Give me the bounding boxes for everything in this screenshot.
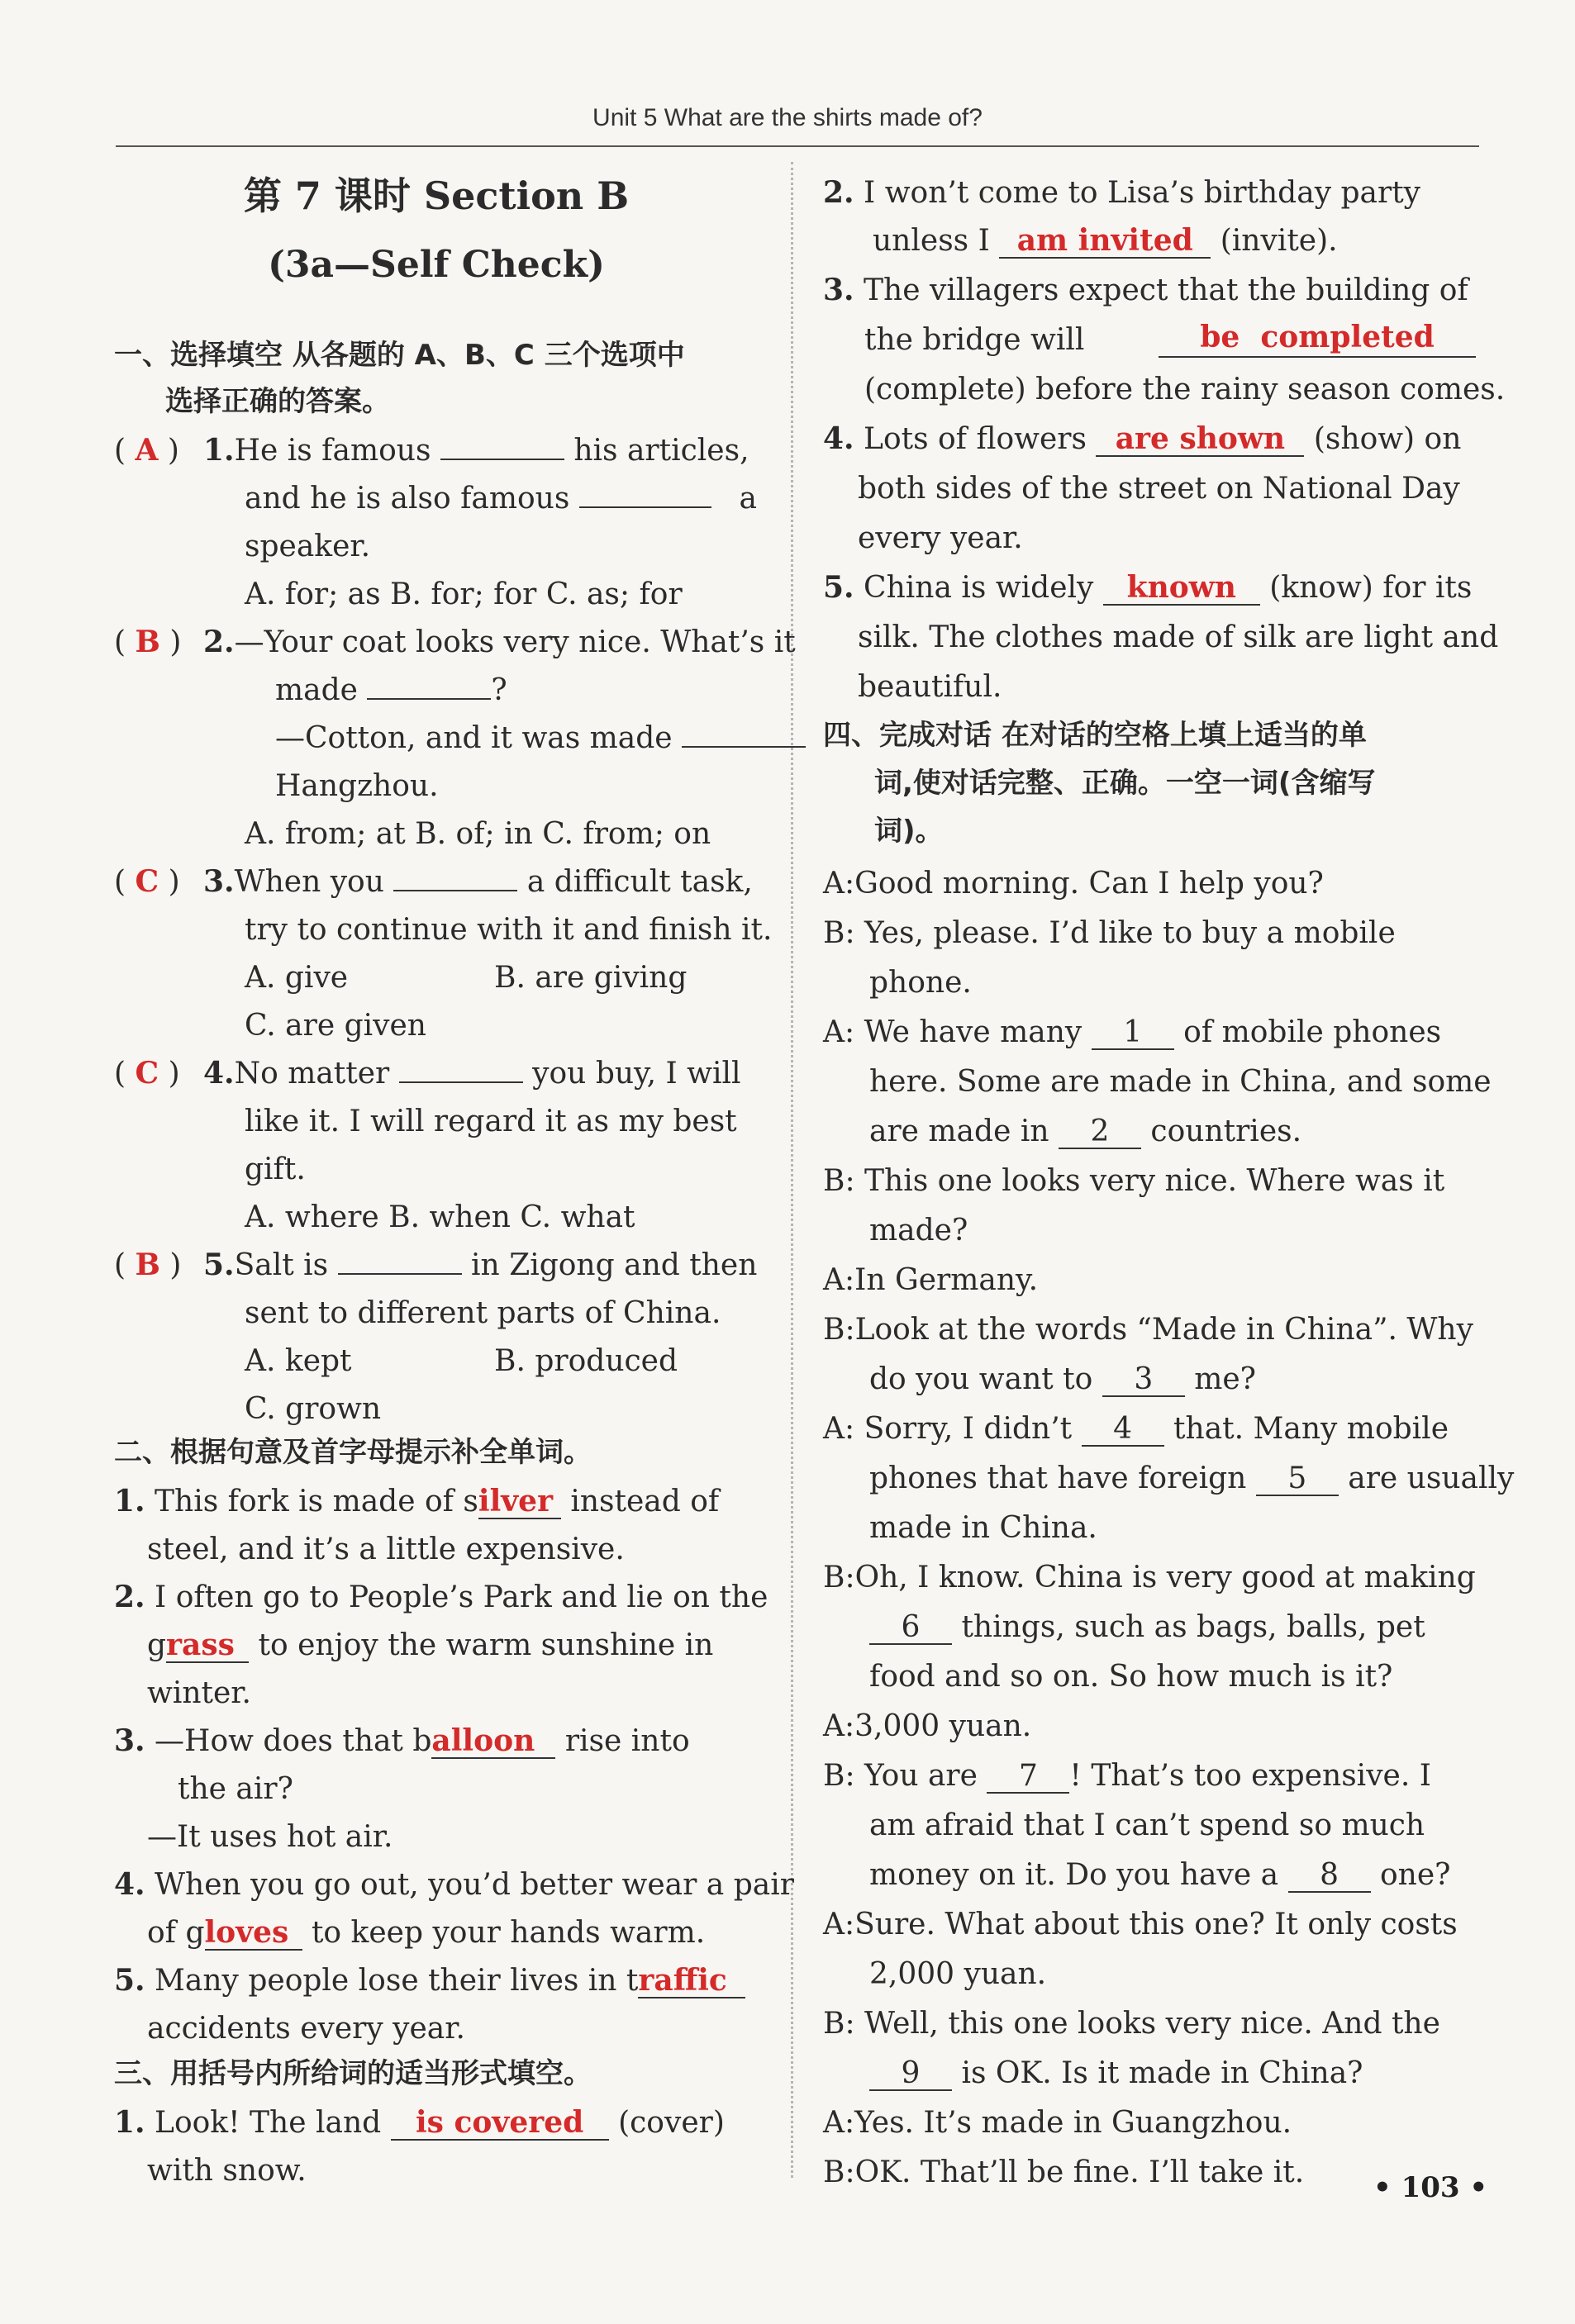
dialogue-blank[interactable]: 4 — [1082, 1414, 1164, 1447]
option-b: B. are giving — [494, 961, 688, 995]
question-number: 1. — [203, 433, 235, 468]
question-number: 5. — [203, 1248, 235, 1282]
word-item-3 — [114, 1723, 690, 1759]
dialogue-text: that. Many mobile — [1173, 1412, 1449, 1446]
dialogue-blank[interactable]: 1 — [1092, 1017, 1174, 1050]
form-item-3 — [823, 273, 1468, 308]
dialogue-blank[interactable]: 7 — [987, 1761, 1069, 1794]
word-item-4-line — [147, 1915, 705, 1951]
part1-title: 一、选择填空 从各题的 A、B、C 三个选项中 — [114, 339, 685, 372]
item-text: China is widely — [864, 571, 1094, 605]
dialogue-line — [869, 2055, 1363, 2091]
item-text: rise into — [564, 1724, 690, 1758]
dialogue-text: A: Sorry, I didn’t — [823, 1412, 1073, 1446]
options: A. from; at B. of; in C. from; on — [245, 817, 711, 851]
dialogue-text: do you want to — [869, 1362, 1093, 1396]
dialogue-blank[interactable]: 8 — [1288, 1860, 1371, 1893]
question-text: try to continue with it and finish it. — [245, 913, 773, 947]
item-text: every year. — [858, 521, 1023, 555]
item-number: 4. — [823, 421, 854, 456]
dialogue-line — [869, 1461, 1514, 1496]
word-item-4 — [114, 1867, 794, 1903]
question-number: 2. — [203, 625, 235, 659]
dialogue-line: 2,000 yuan. — [869, 1957, 1047, 1991]
dialogue-line — [869, 1362, 1256, 1397]
word-item-1 — [114, 1484, 719, 1519]
question-1-line — [245, 481, 757, 516]
dialogue-text: is OK. Is it made in China? — [961, 2056, 1363, 2090]
item-text: (complete) before the rainy season comes. — [864, 373, 1506, 406]
question-text: —Your coat looks very nice. What’s it — [234, 625, 796, 659]
item-text: beautiful. — [858, 670, 1002, 704]
option-b: B. produced — [494, 1344, 678, 1378]
item-number: 3. — [114, 1723, 145, 1758]
form-item-2 — [823, 175, 1420, 211]
dialogue-line: B: Yes, please. I’d like to buy a mobile — [823, 916, 1396, 950]
item-text: of g — [147, 1916, 205, 1950]
question-number: 4. — [203, 1056, 235, 1091]
question-2-line — [275, 672, 507, 708]
dialogue-line: made? — [869, 1214, 968, 1248]
item-number: 2. — [823, 175, 854, 210]
dialogue-line — [823, 1015, 1441, 1050]
answer-fill[interactable]: be completed — [1159, 322, 1476, 358]
item-text: silk. The clothes made of silk are light and — [858, 620, 1499, 654]
option-a: A. give — [245, 961, 349, 995]
question-text: like it. I will regard it as my best — [245, 1105, 737, 1138]
options: A. where B. when C. what — [245, 1200, 635, 1234]
answer-fill[interactable]: is covered — [391, 2108, 609, 2141]
item-number: 4. — [114, 1867, 145, 1902]
form-item-3-line — [864, 322, 1476, 358]
form-item-2-line — [873, 223, 1338, 259]
dialogue-line — [823, 1758, 1431, 1794]
question-text: gift. — [245, 1152, 306, 1186]
item-text: accidents every year. — [147, 2012, 465, 2046]
item-text: winter. — [147, 1676, 251, 1710]
question-text: made — [275, 673, 358, 707]
lesson-subtitle: (3a—Self Check) — [268, 244, 605, 286]
question-5: ( B ) 5.Salt is in Zigong and then — [114, 1248, 758, 1282]
dialogue-line: B: This one looks very nice. Where was it — [823, 1164, 1445, 1198]
question-1: ( A ) 1.He is famous his articles, — [114, 433, 749, 468]
dialogue-text: A: We have many — [823, 1015, 1083, 1049]
answer-fill[interactable]: are shown — [1096, 424, 1304, 457]
question-text: No matter — [234, 1057, 390, 1091]
answer-choice: C — [135, 1056, 159, 1091]
question-text: Salt is — [234, 1248, 329, 1282]
part4-title-cont: 词)。 — [874, 815, 944, 848]
item-text: instead of — [570, 1485, 720, 1518]
part4-title-cont: 词,使对话完整、正确。一空一词(含缩写 — [874, 767, 1376, 800]
answer-fill[interactable]: alloon — [431, 1726, 555, 1759]
dialogue-line: B:Oh, I know. China is very good at making — [823, 1561, 1476, 1594]
item-number: 1. — [114, 1484, 145, 1518]
item-text: This fork is made of s — [155, 1485, 478, 1518]
dialogue-line: A:Sure. What about this one? It only costs — [823, 1908, 1458, 1941]
question-4: ( C ) 4.No matter you buy, I will — [114, 1056, 741, 1091]
running-header: Unit 5 What are the shirts made of? — [592, 104, 983, 131]
answer-fill[interactable]: known — [1103, 573, 1260, 606]
answer-fill[interactable]: ilver — [478, 1486, 561, 1519]
item-number: 5. — [114, 1963, 145, 1998]
option-a: A. kept — [245, 1344, 352, 1378]
dialogue-line — [869, 1114, 1301, 1149]
item-text: (know) for its — [1269, 571, 1473, 605]
options: A. for; as B. for; for C. as; for — [245, 577, 683, 611]
dialogue-text: me? — [1194, 1362, 1256, 1396]
item-text: I often go to People’s Park and lie on the — [155, 1580, 768, 1614]
dialogue-line: B: Well, this one looks very nice. And the — [823, 2007, 1440, 2041]
item-text: with snow. — [147, 2154, 307, 2188]
dialogue-line: made in China. — [869, 1511, 1097, 1545]
part1-title-cont: 选择正确的答案。 — [165, 385, 390, 418]
dialogue-line — [869, 1609, 1425, 1645]
item-text: —How does that b — [155, 1724, 432, 1758]
item-number: 1. — [114, 2105, 145, 2140]
item-text: I won’t come to Lisa’s birthday party — [864, 176, 1420, 210]
item-text: the air? — [178, 1772, 293, 1806]
question-text: in Zigong and then — [471, 1248, 758, 1282]
dialogue-line: A:Yes. It’s made in Guangzhou. — [823, 2106, 1292, 2140]
answer-choice: B — [135, 1248, 160, 1282]
dialogue-line: food and so on. So how much is it? — [869, 1660, 1393, 1694]
lesson-title: 第 7 课时 Section B — [243, 173, 630, 218]
part3-title: 三、用括号内所给词的适当形式填空。 — [114, 2057, 592, 2090]
item-text: to keep your hands warm. — [311, 1916, 706, 1950]
part4-title: 四、完成对话 在对话的空格上填上适当的单 — [823, 719, 1367, 752]
dialogue-line: phone. — [869, 966, 972, 1000]
word-item-5 — [114, 1963, 745, 1998]
answer-blank[interactable] — [399, 1081, 523, 1083]
item-text: Many people lose their lives in t — [155, 1964, 639, 1998]
question-text: ? — [491, 673, 507, 707]
question-2-line — [275, 720, 806, 756]
answer-fill[interactable]: loves — [205, 1918, 302, 1951]
item-text: Lots of flowers — [864, 422, 1087, 456]
question-text: Hangzhou. — [275, 769, 439, 803]
answer-blank[interactable] — [367, 698, 491, 700]
question-text: sent to different parts of China. — [245, 1296, 721, 1330]
dialogue-text: phones that have foreign — [869, 1461, 1247, 1495]
form-item-1 — [114, 2105, 725, 2141]
item-text: to enjoy the warm sunshine in — [258, 1628, 714, 1662]
dialogue-text: things, such as bags, balls, pet — [961, 1610, 1425, 1644]
answer-fill[interactable]: raffic — [638, 1965, 745, 1998]
dialogue-line: A:3,000 yuan. — [823, 1709, 1032, 1743]
dialogue-text: money on it. Do you have a — [869, 1858, 1279, 1892]
dialogue-text: ! That’s too expensive. I — [1069, 1759, 1431, 1793]
question-text: a — [739, 482, 757, 516]
question-text: He is famous — [234, 434, 431, 468]
dialogue-text: are usually — [1348, 1461, 1515, 1495]
answer-blank[interactable] — [579, 506, 711, 508]
word-item-2-line — [147, 1628, 713, 1663]
answer-blank[interactable] — [682, 746, 806, 748]
item-text: unless I — [873, 224, 990, 258]
dialogue-blank[interactable]: 9 — [869, 2058, 952, 2091]
page-number: • 103 • — [1373, 2171, 1488, 2204]
answer-blank[interactable] — [393, 890, 517, 891]
item-text: (show) on — [1313, 422, 1462, 456]
item-text: g — [147, 1628, 167, 1662]
answer-choice: B — [135, 625, 160, 659]
dialogue-line: here. Some are made in China, and some — [869, 1065, 1492, 1099]
question-2: ( B ) 2.—Your coat looks very nice. What’s it — [114, 625, 796, 659]
answer-fill[interactable]: rass — [166, 1630, 249, 1663]
question-text: —Cotton, and it was made — [275, 721, 673, 755]
dialogue-blank[interactable]: 2 — [1059, 1116, 1141, 1149]
answer-blank[interactable] — [338, 1273, 462, 1275]
question-number: 3. — [203, 864, 235, 899]
question-text: speaker. — [245, 530, 371, 563]
question-text: a difficult task, — [526, 865, 753, 899]
item-text: steel, and it’s a little expensive. — [147, 1533, 625, 1566]
question-text: you buy, I will — [532, 1057, 741, 1091]
item-text: the bridge will — [864, 323, 1085, 357]
dialogue-text: one? — [1379, 1858, 1451, 1892]
answer-fill[interactable]: am invited — [999, 226, 1211, 259]
dialogue-line: B:Look at the words “Made in China”. Why — [823, 1313, 1473, 1347]
question-text: his articles, — [573, 434, 749, 468]
item-text: (invite). — [1220, 224, 1338, 258]
dialogue-line — [823, 1411, 1449, 1447]
dialogue-line: am afraid that I can’t spend so much — [869, 1808, 1425, 1842]
item-text: When you go out, you’d better wear a pair — [155, 1868, 794, 1902]
dialogue-blank[interactable]: 3 — [1102, 1364, 1185, 1397]
option-c: C. are given — [245, 1009, 426, 1043]
item-number: 2. — [114, 1580, 145, 1614]
item-text: The villagers expect that the building of — [864, 273, 1468, 307]
item-text: (cover) — [618, 2106, 725, 2140]
form-item-5 — [823, 570, 1472, 606]
part2-title: 二、根据句意及首字母提示补全单词。 — [114, 1436, 592, 1469]
answer-blank[interactable] — [440, 459, 564, 460]
option-c: C. grown — [245, 1392, 382, 1426]
dialogue-text: are made in — [869, 1114, 1049, 1148]
answer-choice: A — [135, 433, 159, 468]
question-text: When you — [234, 865, 384, 899]
dialogue-line: A:Good morning. Can I help you? — [823, 867, 1324, 901]
answer-choice: C — [135, 864, 159, 899]
dialogue-line — [869, 1857, 1450, 1893]
dialogue-blank[interactable]: 6 — [869, 1612, 952, 1645]
dialogue-text: countries. — [1150, 1114, 1302, 1148]
dialogue-text: B: You are — [823, 1759, 978, 1793]
item-number: 3. — [823, 273, 854, 307]
word-item-2 — [114, 1580, 768, 1615]
question-text: and he is also famous — [245, 482, 570, 516]
question-3: ( C ) 3.When you a difficult task, — [114, 864, 753, 899]
dialogue-text: of mobile phones — [1183, 1015, 1442, 1049]
item-text: both sides of the street on National Day — [858, 472, 1460, 506]
header-rule — [116, 145, 1479, 147]
item-number: 5. — [823, 570, 854, 605]
form-item-4 — [823, 421, 1461, 457]
item-text: —It uses hot air. — [147, 1820, 393, 1854]
item-text: Look! The land — [155, 2106, 382, 2140]
dialogue-line: B:OK. That’ll be fine. I’ll take it. — [823, 2155, 1305, 2189]
dialogue-line: A:In Germany. — [823, 1263, 1039, 1297]
dialogue-blank[interactable]: 5 — [1256, 1463, 1339, 1496]
